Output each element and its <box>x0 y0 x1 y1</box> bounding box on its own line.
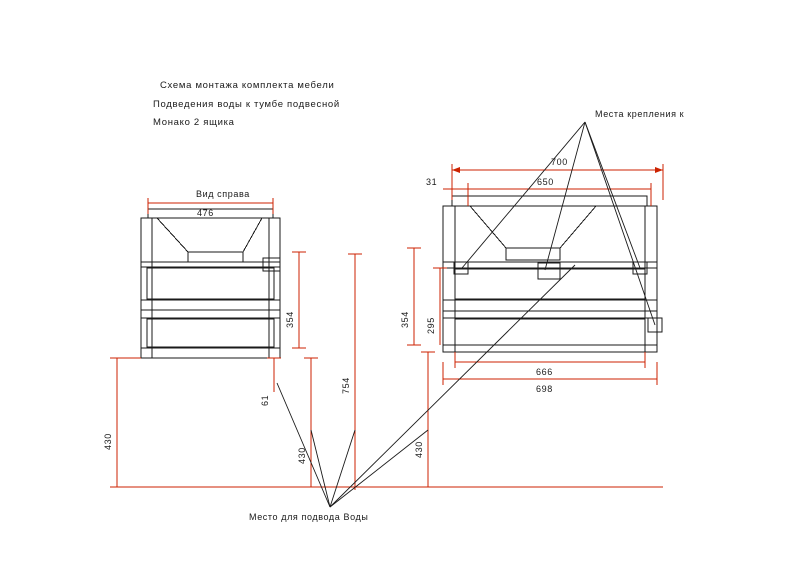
leader-water-3 <box>330 430 355 507</box>
leader-water-1 <box>277 383 330 507</box>
leader-mount-1 <box>462 122 585 268</box>
dim-text-right-700: 700 <box>551 157 568 167</box>
dim-text-left-61: 61 <box>260 394 270 406</box>
right-drawer-lower <box>455 319 645 345</box>
right-drawer-upper <box>455 269 645 299</box>
dim-text-left-354: 354 <box>285 311 295 328</box>
title-line-2: Подведения воды к тумбе подвесной <box>153 99 340 110</box>
dim-text-right-31: 31 <box>426 177 438 187</box>
dim-text-right-650: 650 <box>537 177 554 187</box>
note-mount-label: Места крепления к <box>595 109 685 119</box>
dim-right-700-arrow-a <box>452 167 460 173</box>
leader-mount-2 <box>585 122 640 268</box>
left-drawer-lower <box>147 319 274 347</box>
dim-text-right-666: 666 <box>536 367 553 377</box>
dim-text-right-430: 430 <box>414 441 424 458</box>
dim-text-left-476: 476 <box>197 208 214 218</box>
dim-text-right-354: 354 <box>400 311 410 328</box>
left-drawer-upper <box>147 268 274 299</box>
view-left-label: Вид справа <box>196 189 250 199</box>
dim-text-right-295: 295 <box>426 317 436 334</box>
note-water-label: Место для подвода Воды <box>249 512 369 522</box>
dim-right-700-arrow-b <box>655 167 663 173</box>
left-basin-funnel <box>157 218 262 252</box>
left-body-outline <box>141 218 280 358</box>
right-top-plate <box>452 196 647 206</box>
title-line-3: Монако 2 ящика <box>153 117 235 128</box>
title-line-1: Схема монтажа комплекта мебели <box>160 80 335 91</box>
right-basin-neck <box>506 248 560 260</box>
left-basin-neck <box>188 252 243 262</box>
left-wall-bracket <box>263 258 280 271</box>
dim-text-left-430: 430 <box>103 433 113 450</box>
right-center-block <box>538 263 560 279</box>
right-basin-funnel <box>470 206 596 248</box>
dim-text-left-430b: 430 <box>297 447 307 464</box>
dim-text-left-754: 754 <box>341 377 351 394</box>
dim-text-right-698: 698 <box>536 384 553 394</box>
